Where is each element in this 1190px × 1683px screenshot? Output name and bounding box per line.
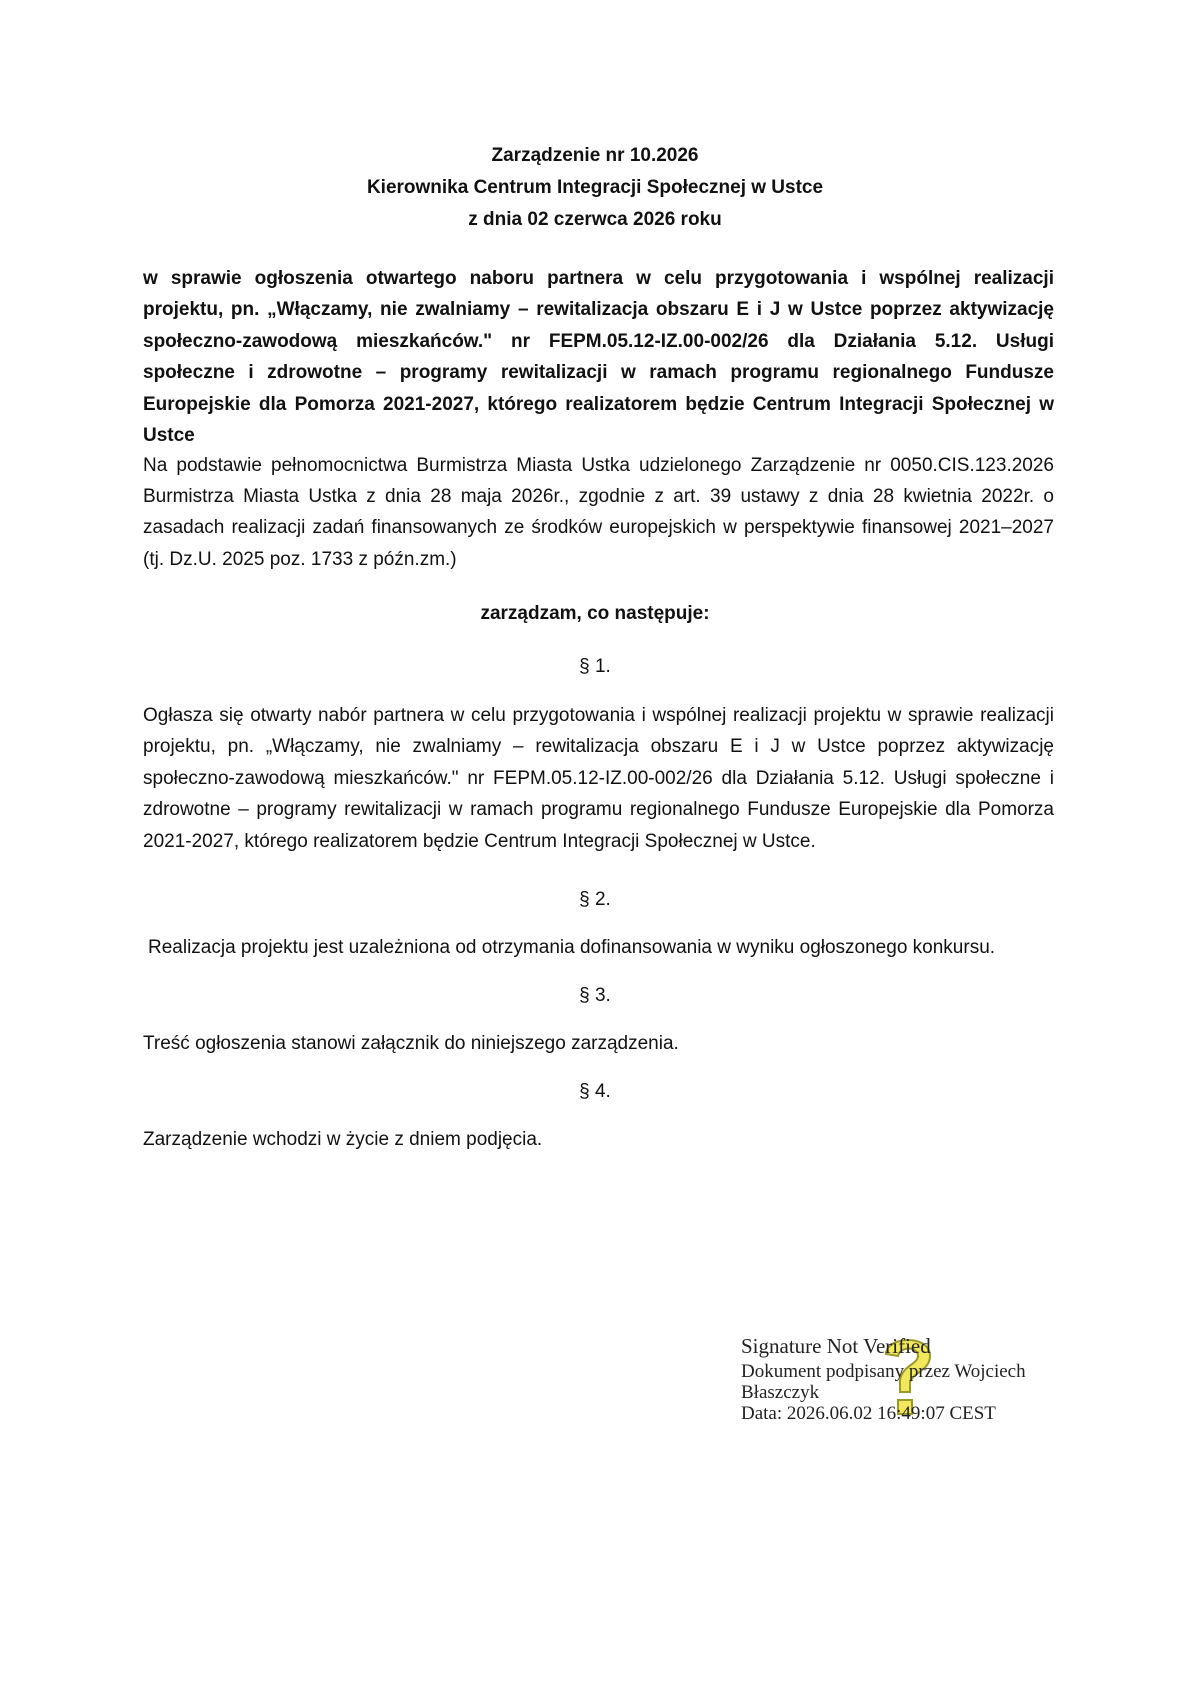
signature-status: Signature Not Verified <box>741 1334 931 1358</box>
signature-date: Data: 2026.06.02 16:49:07 CEST <box>741 1403 996 1424</box>
signature-signed-by: Dokument podpisany przez Wojciech <box>741 1361 1026 1382</box>
section-1-symbol: § 1. <box>579 656 611 677</box>
signature-signer-surname: Błaszczyk <box>741 1382 820 1403</box>
document-subject: w sprawie ogłoszenia otwartego naboru partnera w celu przygotowania i wspólnej realizacji projektu, pn. „Włączamy, nie zwalniamy – rewitalizacja obszaru E i J w Ustce poprzez aktywizację społeczno-zawodową mieszkańców." nr FEPM.05.12-IZ.00-002/26 dla Działania 5.12. Usługi społeczne i zdrowotne – programy rewitalizacji w ramach programu regionalnego Fundusze Europejskie dla Pomorza 2021-2027, którego realizatorem będzie Centrum Integracji Społecznej w Ustce <box>143 268 1054 447</box>
document-date: z dnia 02 czerwca 2026 roku <box>468 209 722 230</box>
section-4-text: Zarządzenie wchodzi w życie z dniem podjęcia. <box>143 1129 543 1150</box>
section-3-text: Treść ogłoszenia stanowi załącznik do niniejszego zarządzenia. <box>143 1033 679 1054</box>
section-3-symbol: § 3. <box>579 985 611 1006</box>
legal-basis: Na podstawie pełnomocnictwa Burmistrza Miasta Ustka udzielonego Zarządzenie nr 0050.CIS.123.2026 Burmistrza Miasta Ustka z dnia 28 maja 2026r., zgodnie z art. 39 ustawy z dnia 28 kwietnia 2022r. o zasadach realizacji zadań finansowanych ze środków europejskich w perspektywie finansowej 2021–2027 (tj. Dz.U. 2025 poz. 1733 z późn.zm.) <box>143 455 1054 570</box>
section-2-text: Realizacja projektu jest uzależniona od otrzymania dofinansowania w wyniku ogłoszonego konkursu. <box>148 937 996 958</box>
decree-phrase: zarządzam, co następuje: <box>480 603 710 624</box>
signature-block <box>741 1331 1081 1424</box>
document-title: Zarządzenie nr 10.2026 <box>491 145 699 166</box>
section-1-text: Ogłasza się otwarty nabór partnera w celu przygotowania i wspólnej realizacji projektu w sprawie realizacji projektu, pn. „Włączamy, nie zwalniamy – rewitalizacja obszaru E i J w Ustce poprzez aktywizację społeczno-zawodową mieszkańców." nr FEPM.05.12-IZ.00-002/26 dla Działania 5.12. Usługi społeczne i zdrowotne – programy rewitalizacji w ramach programu regionalnego Fundusze Europejskie dla Pomorza 2021-2027, którego realizatorem będzie Centrum Integracji Społecznej w Ustce. <box>143 705 1054 852</box>
document-issuer: Kierownika Centrum Integracji Społecznej w Ustce <box>366 177 824 198</box>
section-4-symbol: § 4. <box>579 1081 611 1102</box>
section-2-symbol: § 2. <box>579 889 611 910</box>
